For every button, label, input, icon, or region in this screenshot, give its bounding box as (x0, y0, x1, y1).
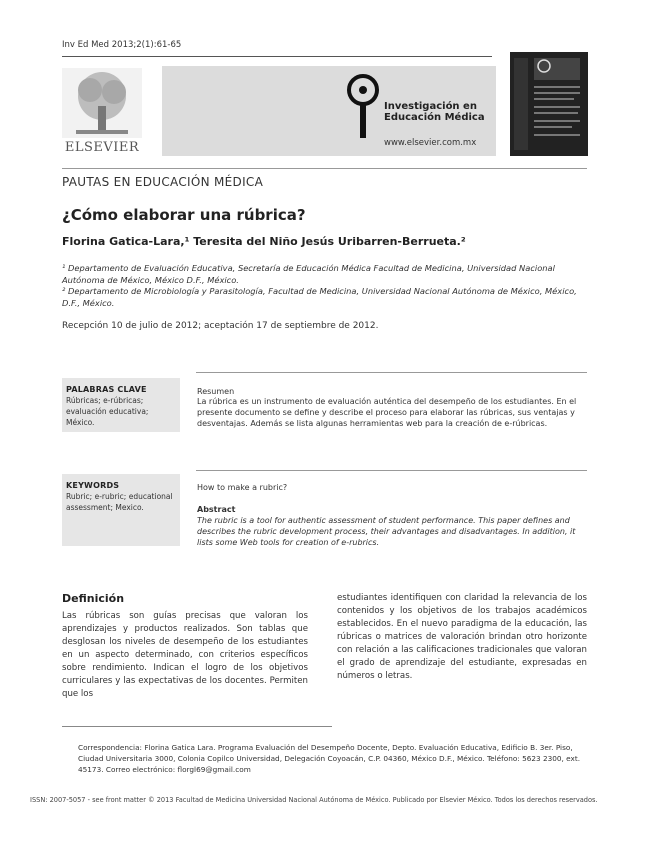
keywords-es-text: Rúbricas; e-rúbricas; evaluación educativa; México. (66, 396, 149, 427)
resumen-heading: Resumen (197, 387, 235, 396)
abstract-body: The rubric is a tool for authentic assessment of student performance. This paper defines and describes the rubric development process, their advantages and disadvantages. In addition, it lists some Web tools for creation of e-rubrics. (197, 516, 576, 547)
body-column-1: Las rúbricas son guías precisas que valoran los aprendizajes y productos realizados. Son tablas que desglosan los niveles de desempeño de los estudiantes en un aspecto determinado, con criterios específicos sobre rendimiento. Indican el logro de los objetivos curriculares y las expectativas de los docentes. Permiten que los (62, 611, 308, 699)
resumen-body: La rúbrica es un instrumento de evaluación auténtica del desempeño de los estudiantes. En el presente documento se define y describe el proceso para elaborar las rúbricas, sus ventajas y desventajas. Además se lista algunas herramientas web para la creación de e-rúbricas. (197, 397, 577, 428)
footnote-divider (62, 726, 332, 727)
body-column-2: estudiantes identifiquen con claridad la relevancia de los contenidos y los objetivos de los trabajos académicos establecidos. En el nuevo paradigma de la educación, las rúbricas o matrices de valoración brindan otro horizonte con relación a las calificaciones tradicionales que valoran el grado de aprendizaje del estudiante, expresadas en números o letras. (337, 593, 587, 681)
abstract-divider (196, 470, 587, 471)
keywords-en-text: Rubric; e-rubric; educational assessment; Mexico. (66, 492, 173, 512)
top-divider (62, 56, 492, 57)
abstract-heading: Abstract (197, 505, 236, 514)
journal-name (384, 101, 485, 123)
keywords-en-box (62, 474, 180, 546)
definition-heading: Definición (62, 592, 125, 605)
journal-name-line1: Investigación en (384, 101, 477, 112)
keywords-es-box (62, 378, 180, 432)
correspondence-note: Correspondencia: Florina Gatica Lara. Programa Evaluación del Desempeño Docente, Depto. Evaluación Educativa, Edificio B. 3er. Piso, Ciudad Universitaria 3000, Colonia Copilco Universidad, Delegación Coyoacán, C.P. 04360, México D.F., México. Teléfono: 5623 2300, ext. 45173. Correo electrónico: florgl69@gmail.com (78, 743, 581, 774)
publisher-wordmark: ELSEVIER (64, 140, 140, 155)
journal-reference: Inv Ed Med 2013;2(1):61-65 (62, 40, 182, 50)
article-authors: Florina Gatica-Lara,¹ Teresita del Niño Jesús Uribarren-Berrueta.² (62, 235, 466, 248)
journal-cover-thumbnail (510, 52, 588, 156)
issn-line: ISSN: 2007-5057 - see front matter © 2013 Facultad de Medicina Universidad Nacional Autónoma de México. Publicado por Elsevier México. Todos los derechos reservados. (30, 796, 598, 804)
english-title: How to make a rubric? (197, 483, 288, 492)
keywords-en-title: KEYWORDS (66, 481, 120, 490)
resumen-divider (196, 372, 587, 373)
keywords-es-title: PALABRAS CLAVE (66, 385, 147, 394)
journal-url: www.elsevier.com.mx (384, 138, 477, 148)
article-title: ¿Cómo elaborar una rúbrica? (62, 206, 306, 224)
journal-magnifier-logo-icon (345, 72, 381, 140)
received-dates: Recepción 10 de julio de 2012; aceptación 17 de septiembre de 2012. (62, 321, 379, 331)
affiliation-2: ² Departamento de Microbiología y Parasitología, Facultad de Medicina, Universidad Nacional Autónoma de México, México, D.F., México. (62, 286, 577, 308)
section-label: PAUTAS EN EDUCACIÓN MÉDICA (62, 175, 264, 189)
section-divider (62, 168, 587, 169)
journal-name-line2: Educación Médica (384, 112, 485, 123)
affiliation-1: ¹ Departamento de Evaluación Educativa, Secretaría de Educación Médica Facultad de Medicina, Universidad Nacional Autónoma de México, México D.F., México. (62, 263, 555, 285)
